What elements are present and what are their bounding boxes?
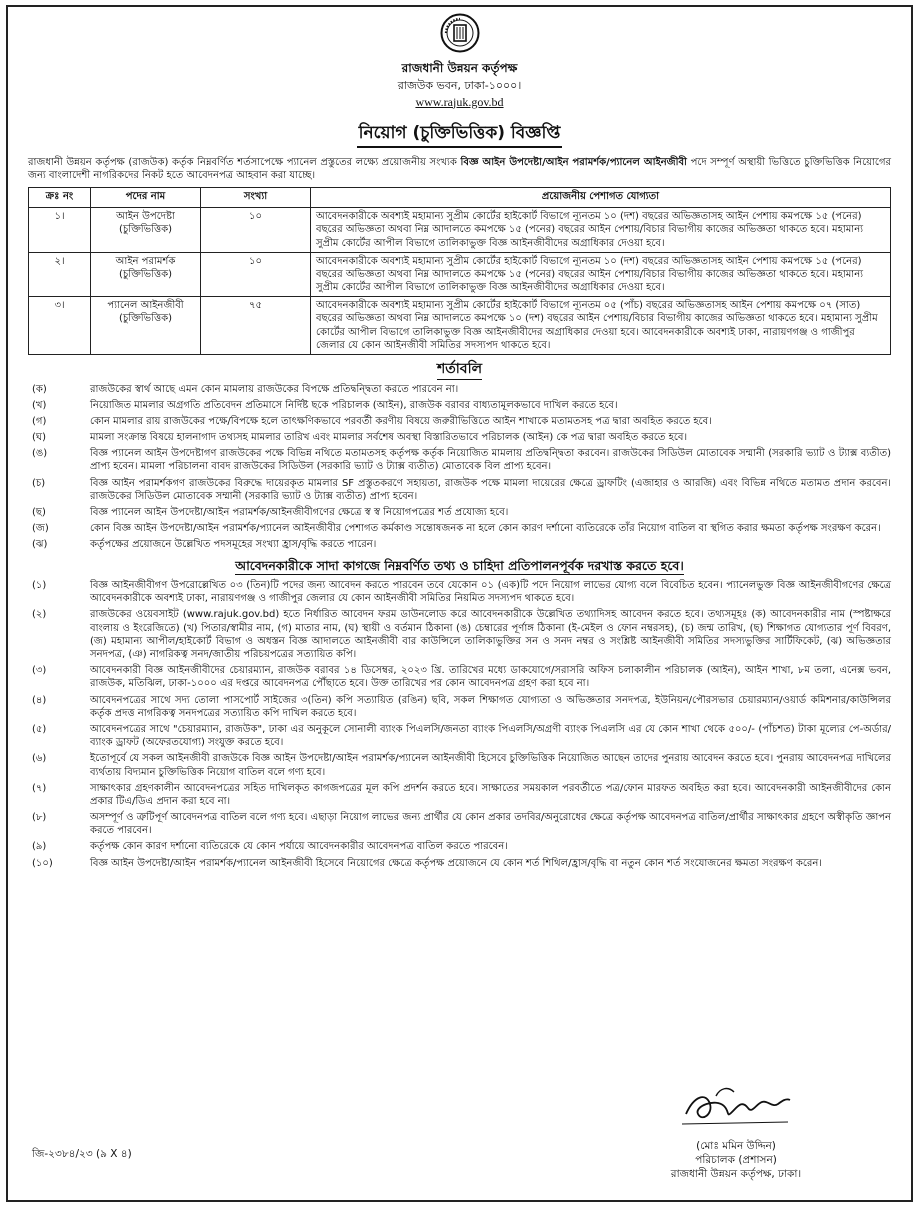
item-label: (৮) [32,812,47,824]
item-text: কর্তৃপক্ষ কোন কারণ দর্শানো ব্যতিরেকে যে কোন পর্যায়ে আবেদনকারীর আবেদনপত্র বাতিল করতে পারবেন। [90,841,508,853]
list-item [28,447,891,473]
row-qualification: আবেদনকারীকে অবশ্যই মহামান্য সুপ্রীম কোর্টের হাইকোর্ট বিভাগে ন্যূনতম ০৫ (পাঁচ) বছরের অভিজ্ঞতাসহ আইন পেশায় কমপক্ষে ০৭ (সাত) বছরের অভিজ্ঞতা অথবা নিম্ন আদালতে কমপক্ষে ১০ (দশ) বছরের আইন পেশায়/বিচার বিভাগীয় কাজের অভিজ্ঞতা থাকতে হবে। মহামান্য সুপ্রীম কোর্টের আপীল বিভাগে তালিকাভুক্ত বিজ্ঞ আইনজীবীদের অগ্রাধিকার দেওয়া হবে। আবেদনকারীকে অবশ্যই ঢাকা, নারায়ণগঞ্জ ও গাজীপুর জেলার যে কোন আইনজীবী সমিতির সদস্যপদ থাকতে হবে। [311,297,891,355]
row-serial: ২। [29,252,91,297]
memo-number: জি-২৩৮৪/২৩ (৯ X ৪) [32,1148,132,1161]
intro-part2: পদে সম্পূর্ণ অস্থায়ী ভিত্তিতে চুক্তিভিত্তিক নিয়োগের জন্য বাংলাদেশী নাগরিকদের নিকট হতে আবেদনপত্র আহবান করা যাচ্ছে। [28,156,891,181]
list-item [28,811,891,837]
notice-page [6,5,913,1202]
list-item [28,608,891,661]
row-quantity: ৭৫ [201,297,311,355]
row-qualification: আবেদনকারীকে অবশ্যই মহামান্য সুপ্রীম কোর্টের হাইকোর্ট বিভাগে ন্যূনতম ১০ (দশ) বছরের অভিজ্ঞতাসহ আইন পেশায় কমপক্ষে ১৫ (পনের) বছরের অভিজ্ঞতা অথবা নিম্ন আদালতে কমপক্ষে ১৫ (পনের) বছরের আইন পেশায়/বিচার বিভাগীয় কাজের অভিজ্ঞতা থাকতে হবে। মহামান্য সুপ্রীম কোর্টের আপীল বিভাগে তালিকাভুক্ত বিজ্ঞ আইনজীবীদের অগ্রাধিকার দেওয়া হবে। [311,252,891,297]
item-label: (ছ) [32,507,46,519]
item-text: ইতোপূর্বে যে সকল আইনজীবী রাজউকে বিজ্ঞ আইন উপদেষ্টা/আইন পরামর্শক/প্যানেল আইনজীবী হিসেবে চুক্তিভিত্তিক নিয়োজিত আছেন তাদের পুনরায় আবেদন করতে হবে। পুনরায় আবেদনপত্র দাখিলের ব্যর্থতায় বিদ্যমান চুক্তিভিত্তিক নিয়োগ বাতিল বলে গণ্য হবে। [90,753,891,778]
list-item [28,723,891,749]
intro-part1: রাজধানী উন্নয়ন কর্তৃপক্ষ (রাজউক) কর্তৃক নিম্নবর্ণিত শর্তসাপেক্ষে প্যানেল প্রস্তুতের লক্ষ্যে প্রয়োজনীয় সংখ্যক [28,156,461,168]
table-row [29,252,891,297]
item-text: মামলা সংক্রান্ত বিষয়ে হালনাগাদ তথ্যসহ মামলার তারিখ এবং মামলার সর্বশেষ অবস্থা বিস্তারিতভাবে পরিচালক (আইন) কে পত্র দ্বারা অবহিত করতে হবে। [90,432,688,444]
notice-title: নিয়োগ (চুক্তিভিত্তিক) বিজ্ঞপ্তি [357,122,563,147]
item-text: সাক্ষাৎকার গ্রহণকালীন আবেদনপত্রের সহিত দাখিলকৃত কাগজপত্রের মূল কপি প্রদর্শন করতে হবে। সাক্ষাতের সময়কাল পরবর্তীতে পত্র/ফোন মারফত অবহিত করা হবে। আবেদনকারী আইনজীবীদের কোন প্রকার টিএ/ডিএ প্রদান করা হবে না। [90,782,891,807]
item-text: বিজ্ঞ আইন পরামর্শকগণ রাজউকের বিরুদ্ধে দায়েরকৃত মামলার SF প্রস্তুতকরণে সহায়তা, রাজউক পক্ষে মামলা দায়েরের ক্ষেত্রে ড্রাফটিং (এজাহার ও আরজি) এবং বিভিন্ন নথিতে মতামত প্রদান করবেন। রাজউকের সিডিউল মোতাবেক সম্মানী (সরকারি ভ্যাট ও ট্যাক্স ব্যতীত) প্রাপ্য হবেন। [90,477,891,502]
header [28,7,891,148]
header-qualification: প্রয়োজনীয় পেশাগত যোগ্যতা [311,188,891,208]
item-text: আবেদনপত্রের সাথে সদ্য তোলা পাসপোর্ট সাইজের ৩(তিন) কপি সত্যায়িত (রঙিন) ছবি, সকল শিক্ষাগত যোগ্যতা ও অভিজ্ঞতার সনদপত্র, ইউনিয়ন/পৌরসভার চেয়ারম্যান/ওয়ার্ড কমিশনার/কাউন্সিলর কর্তৃক প্রদত্ত নাগরিকত্ব সনদপত্রের সত্যায়িত কপি দাখিল করতে হবে। [90,694,891,719]
list-item [28,782,891,808]
org-address: রাজউক ভবন, ঢাকা-১০০০। [397,79,522,93]
item-label: (৭) [32,782,47,794]
row-quantity: ১০ [201,252,311,297]
posts-table [28,187,891,355]
intro-bold: বিজ্ঞ আইন উপদেষ্টা/আইন পরামর্শক/প্যানেল আইনজীবী [460,156,687,168]
table-row [29,208,891,253]
item-text: কর্তৃপক্ষের প্রয়োজনে উল্লেখিত পদসমূহের সংখ্যা হ্রাস/বৃদ্ধি করতে পারেন। [90,539,377,551]
signer-name: (মোঃ মমিন উদ্দিন) [696,1140,776,1153]
apply-title: আবেদনকারীকে সাদা কাগজে নিম্নবর্ণিত তথ্য ও চাহিদা প্রতিপালনপূর্বক দরখাস্ত করতে হবে। [235,558,684,576]
footer [28,1070,891,1190]
row-serial: ১। [29,208,91,253]
row-post-name: প্যানেল আইনজীবী (চুক্তিভিত্তিক) [91,297,201,355]
table-header-row [29,188,891,208]
header-post-name: পদের নাম [91,188,201,208]
org-name: রাজধানী উন্নয়ন কর্তৃপক্ষ [401,61,518,76]
list-item [28,857,891,870]
item-label: (ঝ) [32,539,48,551]
apply-list [28,579,891,870]
item-label: (ক) [32,383,47,395]
list-item [28,383,891,396]
list-item [28,415,891,428]
list-item [28,579,891,605]
intro-paragraph [28,156,891,182]
item-label: (৬) [32,753,47,765]
item-text: নিয়োজিত মামলার অগ্রগতি প্রতিবেদন প্রতিমাসে নির্দিষ্ট ছকে পরিচালক (আইন), রাজউক বরাবর বাধ্যতামূলকভাবে দাখিল করতে হবে। [90,399,618,411]
item-label: (ঘ) [32,432,46,444]
item-label: (৩) [32,665,47,677]
item-label: (গ) [32,415,47,427]
table-row [29,297,891,355]
signature-icon [676,1078,796,1134]
row-quantity: ১০ [201,208,311,253]
rajuk-logo-icon [440,13,480,53]
signer-designation: পরিচালক (প্রশাসন) [695,1154,777,1167]
list-item [28,664,891,690]
item-label: (১) [32,580,47,592]
list-item [28,538,891,551]
header-quantity: সংখ্যা [201,188,311,208]
item-text: কোন মামলার রায় রাজউকের পক্ষে/বিপক্ষে হলে তাৎক্ষণিকভাবে পরবর্তী করণীয় বিষয়ে জরুরীভিত্তিতে আইন শাখাকে মতামতসহ পত্র দ্বারা অবহিত করতে হবে। [90,415,712,427]
item-text: বিজ্ঞ আইন উপদেষ্টা/আইন পরামর্শক/প্যানেল আইনজীবী হিসেবে নিয়োগের ক্ষেত্রে কর্তৃপক্ষ প্রয়োজনে যে কোন শর্ত শিথিল/হ্রাস/বৃদ্ধি বা নতুন কোন শর্ত সংযোজনের ক্ষমতা সংরক্ষণ করেন। [90,857,822,869]
list-item [28,506,891,519]
list-item [28,752,891,778]
item-text: রাজউকের ওয়েবসাইট (www.rajuk.gov.bd) হতে নির্ধারিত আবেদন ফরম ডাউনলোড করে আবেদনকারীকে উল্লেখিত তথ্যাদিসহ আবেদন করতে হবে। তথ্যসমূহঃ (ক) আবেদনকারীর নাম (স্পষ্টাক্ষরে বাংলায় ও ইংরেজিতে) (খ) পিতার/স্বামীর নাম, (গ) মাতার নাম, (ঘ) স্থায়ী ও বর্তমান ঠিকানা (ঙ) চেম্বারের পূর্ণাঙ্গ ঠিকানা (ই-মেইল ও ফোন নম্বরসহ), (চ) জন্ম তারিখ, (ছ) শিক্ষাগত যোগ্যতার পূর্ণ বিবরণ, (জ) মহামান্য আপীল/হাইকোর্ট বিভাগ ও অধস্তন বিজ্ঞ আদালতে আইনজীবী বার কাউন্সিলে তালিকাভুক্তির সন ও সনদ নম্বর ও সংশ্লিষ্ট আইনজীবী সমিতির সদস্যভুক্তির সার্টিফিকেট, (ঝ) অভিজ্ঞতার সনদপত্র, (ঞ) নাগরিকত্ব সনদ/জাতীয় পরিচয়পত্রের সত্যায়িত কপি। [90,609,891,661]
item-text: বিজ্ঞ আইনজীবীগণ উপরোল্লেখিত ০৩ (তিন)টি পদের জন্য আবেদন করতে পারবেন তবে যেকোন ০১ (এক)টি পদে নিয়োগ লাভের যোগ্য বলে বিবেচিত হবেন। প্যানেলভুক্ত বিজ্ঞ আইনজীবীগণের ক্ষেত্রে আবেদনকারীকে অবশ্যই ঢাকা, নারায়ণগঞ্জ ও গাজীপুর জেলার যে কোন আইনজীবী সমিতির নিয়মিত সদস্যপদ থাকতে হবে। [90,580,891,605]
item-label: (৯) [32,841,47,853]
item-label: (১০) [32,857,53,869]
terms-title: শর্তাবলি [437,360,482,379]
item-text: আবেদনকারী বিজ্ঞ আইনজীবীদের চেয়ারম্যান, রাজউক বরাবর ১৪ ডিসেম্বর, ২০২৩ খ্রি. তারিখের মধ্যে ডাকযোগে/সরাসরি অফিস চলাকালীন পরিচালক (আইন), আইন শাখা, ৮ম তলা, এনেক্স ভবন, রাজউক, মতিঝিল, ঢাকা-১০০০ এর দপ্তরে আবেদনপত্র পৌঁছাতে হবে। উক্ত তারিখের পর কোন আবেদনপত্র গ্রহণ করা হবে না। [90,665,891,690]
row-post-name: আইন পরামর্শক (চুক্তিভিত্তিক) [91,252,201,297]
item-text: অসম্পূর্ণ ও ত্রুটিপূর্ণ আবেদনপত্র বাতিল বলে গণ্য হবে। এছাড়া নিয়োগ লাভের জন্য প্রার্থীর যে কোন প্রকার তদবির/অনুরোধের ক্ষেত্রে কর্তৃপক্ষ আবেদনপত্র বাতিল/প্রার্থীর সাক্ষাৎকার গ্রহণে অস্বীকৃতি জ্ঞাপন করতে পারবেন। [90,812,891,837]
item-text: বিজ্ঞ প্যানেল আইন উপদেষ্টাগণ রাজউকের পক্ষে বিভিন্ন নথিতে মতামতসহ কর্তৃপক্ষ কর্তৃক নিয়োজিত মামলায় প্রতিদ্বন্দ্বিতা করবেন। রাজউকের সিডিউল মোতাবেক সম্মানী (সরকারি ভ্যাট ও ট্যাক্স ব্যতীত) প্রাপ্য হবেন। মামলা পরিচালনা বাবদ রাজউকের সিডিউল (সরকারি ভ্যাট ও ট্যাক্স ব্যতীত) মোতাবেক বিল প্রাপ্য হবেন। [90,448,891,473]
row-post-name: আইন উপদেষ্টা (চুক্তিভিত্তিক) [91,208,201,253]
item-label: (জ) [32,523,49,535]
item-label: (খ) [32,399,47,411]
list-item [28,477,891,503]
list-item [28,399,891,412]
terms-list [28,383,891,552]
item-label: (৫) [32,723,47,735]
item-text: কোন বিজ্ঞ আইন উপদেষ্টা/আইন পরামর্শক/প্যানেল আইনজীবীর পেশাগত কর্মকাণ্ড সন্তোষজনক না হলে কোন কারণ দর্শানো ব্যতিরেকে তাঁর নিয়োগ বাতিল বা স্থগিত করার ক্ষমতা কর্তৃপক্ষ সংরক্ষণ করেন। [90,523,881,535]
item-text: রাজউকের স্বার্থ আছে এমন কোন মামলায় রাজউকের বিপক্ষে প্রতিদ্বন্দ্বিতা করতে পারবেন না। [90,383,459,395]
header-serial: ক্রঃ নং [29,188,91,208]
list-item [28,694,891,720]
list-item [28,840,891,853]
row-qualification: আবেদনকারীকে অবশ্যই মহামান্য সুপ্রীম কোর্টের হাইকোর্ট বিভাগে ন্যূনতম ১০ (দশ) বছরের অভিজ্ঞতাসহ আইন পেশায় কমপক্ষে ১৫ (পনের) বছরের অভিজ্ঞতা অথবা নিম্ন আদালতে কমপক্ষে ১৫ (পনের) বছরের আইন পেশায়/বিচার বিভাগীয় কাজের অভিজ্ঞতা থাকতে হবে। মহামান্য সুপ্রীম কোর্টের আপীল বিভাগে তালিকাভুক্ত বিজ্ঞ আইনজীবীদের অগ্রাধিকার দেওয়া হবে। [311,208,891,253]
list-item [28,522,891,535]
signer-org: রাজধানী উন্নয়ন কর্তৃপক্ষ, ঢাকা। [670,1168,802,1181]
org-website: www.rajuk.gov.bd [415,94,504,109]
signature-block [641,1078,831,1182]
item-label: (২) [32,609,47,621]
item-text: বিজ্ঞ প্যানেল আইন উপদেষ্টা/আইন পরামর্শক/আইনজীবীগণের ক্ষেত্রে স্ব স্ব নিয়োগপত্রের শর্ত প্রযোজ্য হবে। [90,507,509,519]
list-item [28,431,891,444]
item-label: (ঙ) [32,448,48,460]
item-label: (চ) [32,477,46,489]
row-serial: ৩। [29,297,91,355]
item-label: (৪) [32,694,47,706]
item-text: আবেদনপত্রের সাথে "চেয়ারম্যান, রাজউক", ঢাকা এর অনুকূলে সোনালী ব্যাংক পিএলসি/জনতা ব্যাংক পিএলসি/অগ্রণী ব্যাংক পিএলসি এর যে কোন শাখা থেকে ৫০০/- (পাঁচশত) টাকা মূল্যের পে-অর্ডার/ব্যাংক ড্রাফট (অফেরতযোগ্য) সংযুক্ত করতে হবে। [90,723,891,749]
